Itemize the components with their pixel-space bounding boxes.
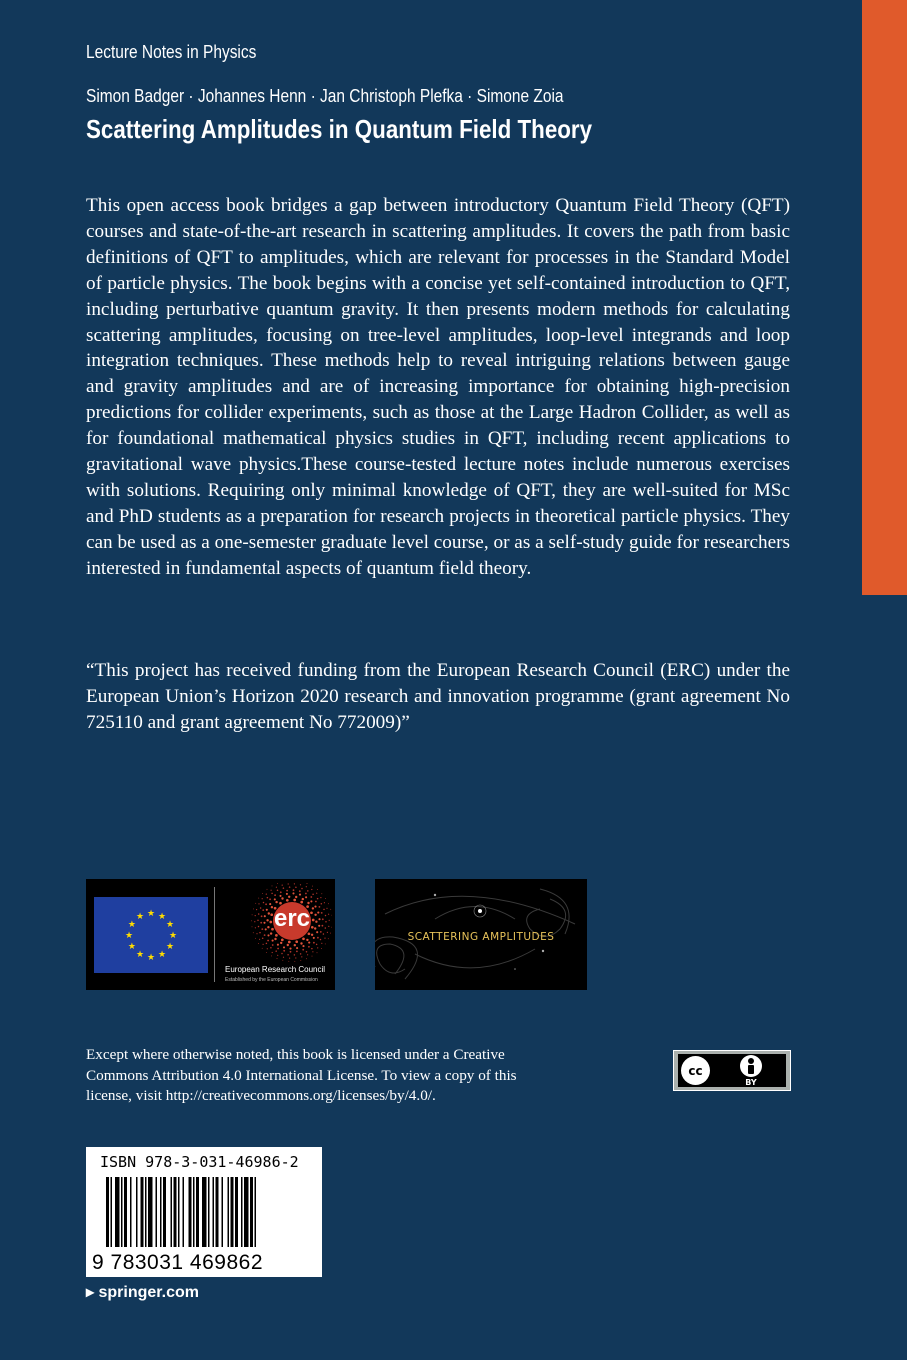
- attribution-icon: [740, 1055, 762, 1077]
- by-label: BY: [745, 1078, 757, 1087]
- svg-text:★: ★: [157, 911, 167, 922]
- svg-text:★: ★: [166, 942, 175, 952]
- cc-icon: cc: [681, 1056, 710, 1085]
- svg-text:★: ★: [166, 920, 175, 930]
- svg-text:★: ★: [146, 909, 156, 919]
- publisher-link[interactable]: [86, 1282, 199, 1302]
- book-description: This open access book bridges a gap between introductory Quantum Field Theory (QFT) courses and state-of-the-art research in scattering amplitudes. It covers the path from basic definitions of QFT to amplitudes, which are relevant for processes in the Standard Model of particle physics. The book begins with a concise yet self-contained introduction to QFT, including perturbative quantum gravity. It then presents modern methods for calculating scattering amplitudes, focusing on tree-level amplitudes, loop-level integrands and loop integration techniques. These methods help to reveal intriguing relations between gauge and gravity amplitudes and are of increasing importance for obtaining high-precision predictions for collider experiments, such as those at the Large Hadron Collider, as well as for foundational mathematical physics studies in QFT, including recent applications to gravitational wave physics.These course-tested lecture notes include numerous exercises with solutions. Requiring only minimal knowledge of QFT, they are well-suited for MSc and PhD students as a preparation for research projects in theoretical particle physics. They can be used as a one-semester graduate level course, or as a self-study guide for researchers interested in fundamental aspects of quantum field theory.: [86, 195, 790, 579]
- ean-digits: 9 783031 469862: [92, 1251, 263, 1274]
- cc-by-badge[interactable]: [673, 1050, 791, 1091]
- svg-text:★: ★: [146, 953, 156, 963]
- logo-text: SCATTERING AMPLITUDES: [407, 931, 555, 943]
- svg-text:★: ★: [168, 931, 178, 941]
- scattering-amplitudes-logo: [375, 879, 587, 990]
- funding-statement: “This project has received funding from the European Research Council (ERC) under the European Union’s Horizon 2020 research and innovation programme (grant agreement No 725110 and grant agreement No 772009)”: [86, 660, 790, 733]
- license-text: Except where otherwise noted, this book is licensed under a Creative Commons Attribution 4.0 International License. To view a copy of this license, visit http://creativecommons.org/licenses/by/4.0/.: [86, 1046, 517, 1104]
- erc-established: Established by the European Commission: [225, 977, 318, 983]
- isbn: ISBN 978-3-031-46986-2: [100, 1153, 299, 1171]
- erc-wordmark: erc: [273, 905, 311, 932]
- logo-divider: [214, 887, 215, 982]
- series-name: Lecture Notes in Physics: [86, 42, 257, 62]
- svg-text:★: ★: [127, 942, 136, 952]
- svg-text:★: ★: [135, 911, 145, 922]
- eu-flag: [94, 897, 208, 973]
- accent-bar: [862, 0, 907, 595]
- svg-text:★: ★: [124, 931, 134, 941]
- barcode: [86, 1147, 322, 1277]
- cc-badge-inner: [678, 1054, 786, 1087]
- publisher-link-label: springer.com: [98, 1284, 199, 1301]
- arrow-right-icon: ▸: [86, 1284, 99, 1301]
- svg-text:★: ★: [127, 920, 136, 930]
- book-title: Scattering Amplitudes in Quantum Field Theory: [86, 114, 593, 144]
- erc-name: European Research Council: [225, 965, 326, 974]
- svg-text:★: ★: [157, 950, 167, 961]
- authors: Simon Badger · Johannes Henn · Jan Christoph Plefka · Simone Zoia: [86, 86, 564, 106]
- svg-text:★: ★: [135, 950, 145, 961]
- barcode-bars-icon: [86, 1173, 322, 1251]
- erc-logo: [86, 879, 335, 990]
- eu-stars-icon: [94, 897, 208, 973]
